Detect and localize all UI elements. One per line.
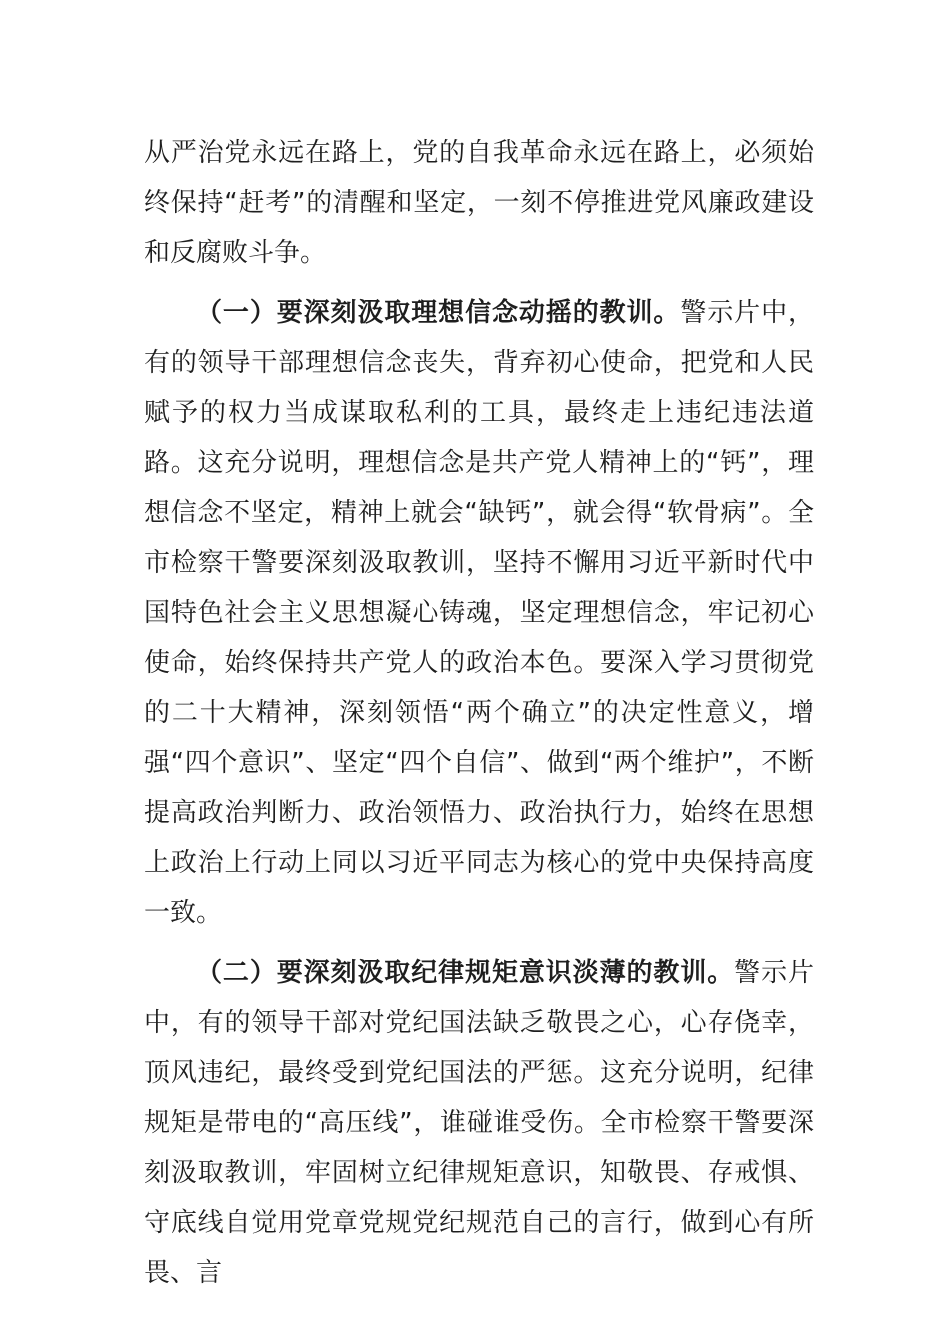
paragraph-section-2 — [144, 948, 814, 1298]
section-1-text: 警示片中，有的领导干部理想信念丧失，背弃初心使命，把党和人民赋予的权力当成谋取私利的工具，最终走上违纪违法道路。这充分说明，理想信念是共产党人精神上的“钙”，理想信念不坚定，精神上就会“缺钙”，就会得“软骨病”。全市检察干警要深刻汲取教训，坚持不懈用习近平新时代中国特色社会主义思想凝心铸魂，坚定理想信念，牢记初心使命，始终保持共产党人的政治本色。要深入学习贯彻党的二十大精神，深刻领悟“两个确立”的决定性意义，增强“四个意识”、坚定“四个自信”、做到“两个维护”，不断提高政治判断力、政治领悟力、政治执行力，始终在思想上政治上行动上同以习近平同志为核心的党中央保持高度一致。 — [144, 298, 814, 928]
section-1-heading: （一）要深刻汲取理想信念动摇的教训。 — [196, 298, 681, 328]
section-2-text: 警示片中，有的领导干部对党纪国法缺乏敬畏之心，心存侥幸，顶风违纪，最终受到党纪国法的严惩。这充分说明，纪律规矩是带电的“高压线”，谁碰谁受伤。全市检察干警要深刻汲取教训，牢固树立纪律规矩意识，知敬畏、存戒惧、守底线自觉用党章党规党纪规范自己的言行，做到心有所畏、言 — [144, 958, 814, 1288]
paragraph-section-1 — [144, 288, 814, 938]
document-body — [144, 128, 814, 1298]
paragraph-intro — [144, 128, 814, 278]
paragraph-intro-text: 从严治党永远在路上，党的自我革命永远在路上，必须始终保持“赶考”的清醒和坚定，一刻不停推进党风廉政建设和反腐败斗争。 — [144, 138, 814, 268]
section-2-heading: （二）要深刻汲取纪律规矩意识淡薄的教训。 — [196, 958, 735, 988]
